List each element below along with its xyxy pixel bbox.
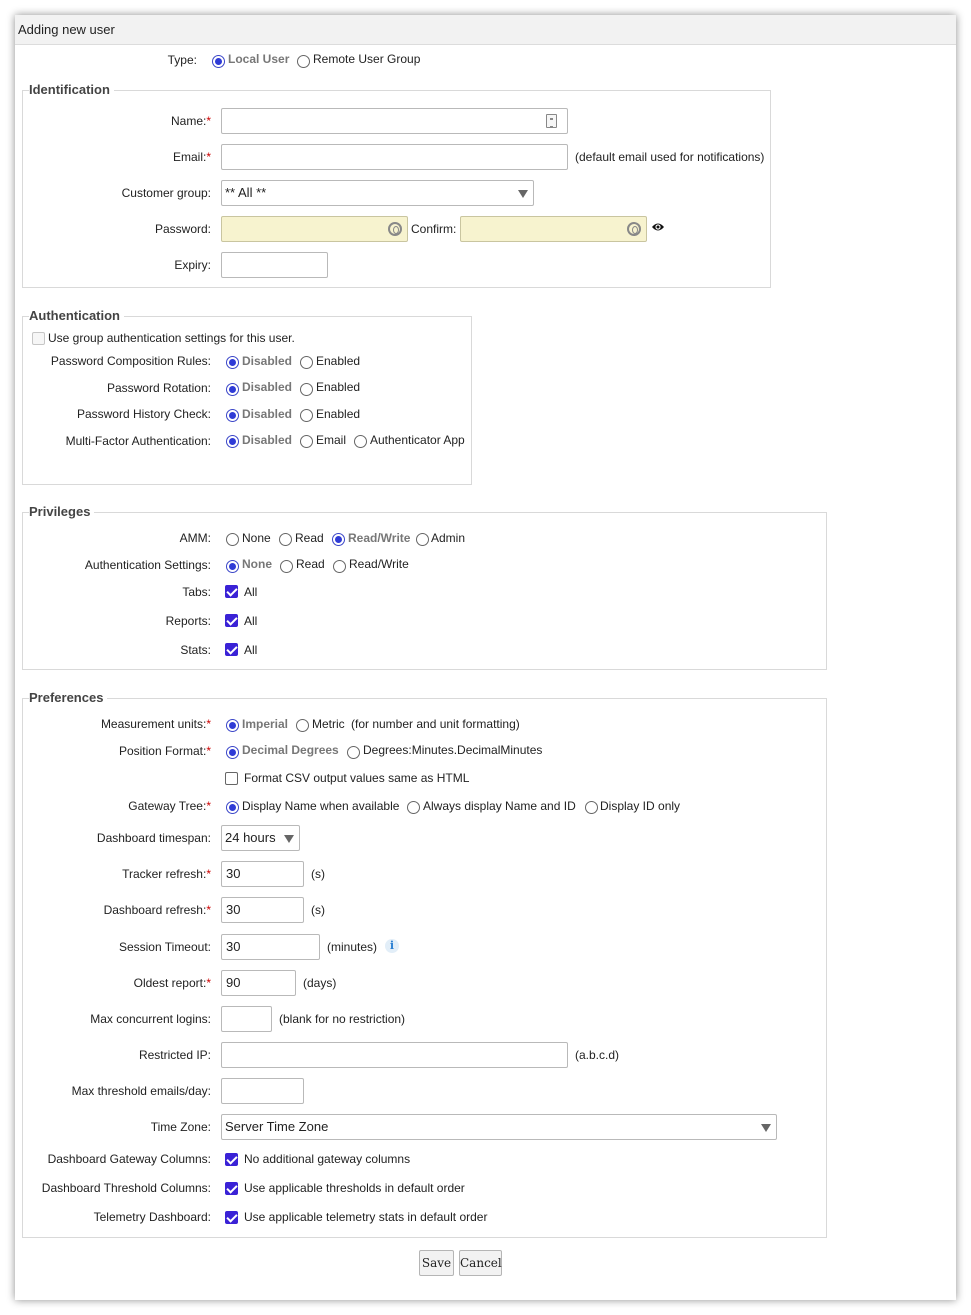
chevron-down-icon	[518, 190, 528, 198]
tracker-refresh-input[interactable]: 30	[221, 861, 304, 887]
max-threshold-label: Max threshold emails/day:	[71, 1084, 211, 1098]
amm-none-radio[interactable]	[226, 533, 239, 546]
telemetry-dashboard-check-label: Use applicable telemetry stats in default order	[244, 1210, 488, 1224]
mfa-authenticator-radio[interactable]	[354, 435, 367, 448]
gateway-tree-id-label[interactable]: Display ID only	[600, 799, 681, 813]
add-user-dialog	[15, 15, 956, 1300]
reports-all-label: All	[244, 614, 258, 628]
gateway-tree-name-radio[interactable]	[226, 801, 239, 814]
gateway-tree-both-label[interactable]: Always display Name and ID	[423, 799, 576, 813]
mfa-disabled-label[interactable]: Disabled	[242, 433, 293, 447]
max-logins-input[interactable]	[221, 1006, 272, 1032]
type-local-user-label[interactable]: Local User	[228, 52, 290, 66]
rotation-disabled-label[interactable]: Disabled	[242, 380, 293, 394]
customer-group-select[interactable]	[221, 180, 534, 206]
position-decimal-label[interactable]: Decimal Degrees	[242, 743, 339, 757]
restricted-ip-hint: (a.b.c.d)	[575, 1048, 620, 1062]
email-hint: (default email used for notifications)	[575, 150, 765, 164]
units-metric-radio[interactable]	[296, 719, 309, 732]
tabs-all-label: All	[244, 585, 258, 599]
max-logins-hint: (blank for no restriction)	[279, 1012, 406, 1026]
email-input[interactable]	[221, 144, 568, 170]
preferences-legend: Preferences	[29, 690, 107, 705]
csv-format-label: Format CSV output values same as HTML	[244, 771, 470, 785]
history-disabled-radio[interactable]	[226, 409, 239, 422]
mfa-label: Multi-Factor Authentication:	[65, 434, 211, 448]
cancel-button[interactable]: Cancel	[459, 1250, 502, 1276]
composition-disabled-label[interactable]: Disabled	[242, 354, 293, 368]
privileges-legend: Privileges	[29, 504, 94, 519]
auth-settings-read-label[interactable]: Read	[296, 557, 325, 571]
gateway-columns-check-label: No additional gateway columns	[244, 1152, 411, 1166]
dashboard-timespan-value: 24 hours	[225, 830, 276, 845]
threshold-columns-label: Dashboard Threshold Columns:	[41, 1181, 211, 1195]
time-zone-select[interactable]	[221, 1114, 777, 1140]
tabs-label: Tabs:	[182, 585, 211, 599]
name-input[interactable]	[221, 108, 568, 134]
name-label: Name:*	[170, 114, 211, 128]
tracker-refresh-label: Tracker refresh:*	[122, 867, 211, 881]
composition-disabled-radio[interactable]	[226, 356, 239, 369]
confirm-label: Confirm:	[411, 222, 457, 236]
password-rotation-label: Password Rotation:	[106, 381, 211, 395]
units-imperial-label[interactable]: Imperial	[242, 717, 289, 731]
session-timeout-label: Session Timeout:	[118, 940, 211, 954]
password-label: Password:	[154, 222, 211, 236]
amm-read-radio[interactable]	[279, 533, 292, 546]
eye-icon[interactable]	[651, 221, 665, 233]
units-hint: (for number and unit formatting)	[351, 717, 520, 731]
stats-all-checkbox[interactable]	[225, 643, 238, 656]
oldest-report-label: Oldest report:*	[133, 976, 211, 990]
dashboard-refresh-unit: (s)	[311, 903, 325, 917]
history-enabled-radio[interactable]	[300, 409, 313, 422]
amm-none-label[interactable]: None	[242, 531, 271, 545]
dashboard-refresh-label: Dashboard refresh:*	[103, 903, 211, 917]
amm-readwrite-label[interactable]: Read/Write	[348, 531, 411, 545]
auth-settings-none-label[interactable]: None	[242, 557, 272, 571]
stats-all-label: All	[244, 643, 258, 657]
restricted-ip-input[interactable]	[221, 1042, 568, 1068]
threshold-columns-checkbox[interactable]	[225, 1182, 238, 1195]
oldest-report-input[interactable]: 90	[221, 970, 296, 996]
gateway-columns-checkbox[interactable]	[225, 1153, 238, 1166]
use-group-auth-label: Use group authentication settings for this user.	[48, 331, 295, 345]
time-zone-label: Time Zone:	[150, 1120, 211, 1134]
chevron-down-icon	[284, 835, 294, 843]
password-input[interactable]	[221, 216, 408, 242]
amm-read-label[interactable]: Read	[295, 531, 324, 545]
amm-admin-radio[interactable]	[416, 533, 429, 546]
max-threshold-input[interactable]	[221, 1078, 304, 1104]
dashboard-refresh-input[interactable]: 30	[221, 897, 304, 923]
mfa-authenticator-label[interactable]: Authenticator App	[370, 433, 465, 447]
auth-settings-read-radio[interactable]	[280, 560, 293, 573]
dashboard-timespan-select[interactable]	[221, 825, 300, 851]
gateway-tree-id-radio[interactable]	[585, 801, 598, 814]
mfa-email-label[interactable]: Email	[316, 433, 347, 447]
amm-admin-label[interactable]: Admin	[431, 531, 466, 545]
mfa-disabled-radio[interactable]	[226, 435, 239, 448]
composition-rules-label: Password Composition Rules:	[50, 354, 211, 368]
session-timeout-unit: (minutes)	[327, 940, 378, 954]
save-button[interactable]: Save	[419, 1250, 454, 1276]
rotation-enabled-label[interactable]: Enabled	[316, 380, 361, 394]
password-manager-icon[interactable]	[388, 222, 402, 236]
position-format-label: Position Format:*	[118, 744, 211, 758]
telemetry-dashboard-label: Telemetry Dashboard:	[93, 1210, 211, 1224]
mfa-email-radio[interactable]	[300, 435, 313, 448]
history-enabled-label[interactable]: Enabled	[316, 407, 361, 421]
email-label: Email:*	[172, 150, 211, 164]
tabs-all-checkbox[interactable]	[225, 585, 238, 598]
gateway-tree-label: Gateway Tree:*	[128, 799, 211, 813]
telemetry-dashboard-checkbox[interactable]	[225, 1211, 238, 1224]
history-check-label: Password History Check:	[76, 407, 211, 421]
type-local-user-radio[interactable]	[212, 55, 225, 68]
reports-all-checkbox[interactable]	[225, 614, 238, 627]
type-label: Type:	[167, 53, 197, 67]
threshold-columns-check-label: Use applicable thresholds in default order	[244, 1181, 465, 1195]
amm-label: AMM:	[179, 531, 211, 545]
stats-label: Stats:	[180, 643, 211, 657]
auth-settings-label: Authentication Settings:	[84, 558, 211, 572]
expiry-input[interactable]	[221, 252, 328, 278]
type-remote-group-radio[interactable]	[297, 55, 310, 68]
restricted-ip-label: Restricted IP:	[138, 1048, 211, 1062]
time-zone-value: Server Time Zone	[225, 1119, 329, 1134]
tracker-refresh-unit: (s)	[311, 867, 325, 881]
auth-settings-readwrite-radio[interactable]	[333, 560, 346, 573]
position-dmm-label[interactable]: Degrees:Minutes.DecimalMinutes	[363, 743, 543, 757]
position-decimal-radio[interactable]	[226, 746, 239, 759]
gateway-tree-name-label[interactable]: Display Name when available	[242, 799, 400, 813]
oldest-report-unit: (days)	[303, 976, 337, 990]
composition-enabled-radio[interactable]	[300, 356, 313, 369]
password-manager-icon[interactable]	[627, 222, 641, 236]
use-group-auth-checkbox[interactable]	[32, 332, 45, 345]
expiry-label: Expiry:	[174, 258, 211, 272]
units-label: Measurement units:*	[100, 717, 211, 731]
gateway-columns-label: Dashboard Gateway Columns:	[47, 1152, 211, 1166]
info-icon[interactable]: i	[385, 939, 399, 953]
max-logins-label: Max concurrent logins:	[90, 1012, 211, 1026]
type-remote-group-label[interactable]: Remote User Group	[313, 52, 421, 66]
customer-group-value: ** All **	[225, 185, 267, 200]
amm-readwrite-radio[interactable]	[332, 533, 345, 546]
confirm-password-input[interactable]	[460, 216, 647, 242]
composition-enabled-label[interactable]: Enabled	[316, 354, 361, 368]
chevron-down-icon	[761, 1124, 771, 1132]
gateway-tree-both-radio[interactable]	[407, 801, 420, 814]
reports-label: Reports:	[165, 614, 211, 628]
identification-legend: Identification	[29, 82, 114, 97]
auth-settings-readwrite-label[interactable]: Read/Write	[349, 557, 409, 571]
rotation-enabled-radio[interactable]	[300, 383, 313, 396]
units-metric-label[interactable]: Metric	[312, 717, 345, 731]
position-dmm-radio[interactable]	[347, 746, 360, 759]
contact-card-icon[interactable]	[546, 114, 557, 128]
csv-format-checkbox[interactable]	[225, 772, 238, 785]
dashboard-timespan-label: Dashboard timespan:	[96, 831, 211, 845]
auth-settings-none-radio[interactable]	[226, 560, 239, 573]
session-timeout-input[interactable]: 30	[221, 934, 320, 960]
units-imperial-radio[interactable]	[226, 719, 239, 732]
dialog-title: Adding new user	[15, 15, 956, 45]
authentication-legend: Authentication	[29, 308, 124, 323]
rotation-disabled-radio[interactable]	[226, 383, 239, 396]
history-disabled-label[interactable]: Disabled	[242, 407, 293, 421]
customer-group-label: Customer group:	[121, 186, 211, 200]
